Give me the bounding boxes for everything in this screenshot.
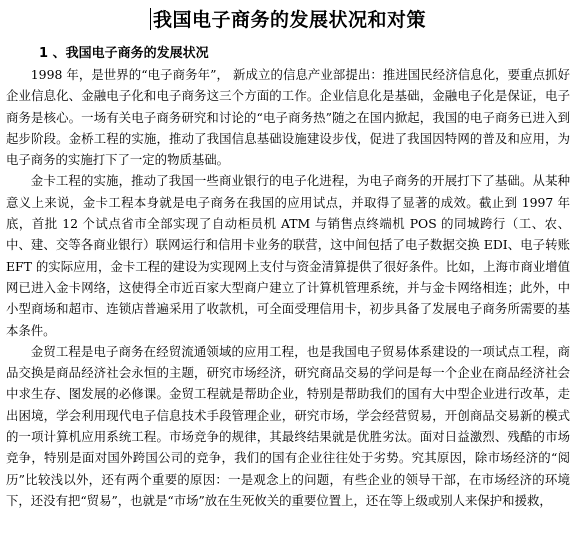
section-heading: 1 、我国电子商务的发展状况 [39, 46, 209, 61]
document-title [0, 6, 576, 34]
document-title-text: 我国电子商务的发展状况和对策 [152, 9, 426, 31]
paragraph-3: 金贸工程是电子商务在经贸流通领域的应用工程，也是我国电子贸易体系建设的一项试点工程，商品交换是商品经济社会永恒的主题，研究市场经济，研究商品交易的学问是每一个企业在商品经济社会中求生存、图发展的必修课。金贸工程就是帮助企业，特别是帮助我们的国有大中型企业进行改革，走出困境，学会利用现代电子信息技术手段管理企业，研究市场，学会经营贸易，开创商品交易新的模式的一项计算机应用系统工程。市场竞争的规律，其最终结果就是优胜劣汰。面对日益激烈、残酷的市场竞争，特别是面对国外跨国公司的竞争，我们的国有企业往往处于劣势。究其原因，除市场经济的“阅历”比较浅以外，还有两个重要的原因：一是观念上的问题，有些企业的领导干部，在市场经济的环境下，还没有把“贸易”，也就是“市场”放在生死攸关的重要位置上，还在等上级或别人来保护和援救， [6, 343, 570, 508]
document-body [6, 64, 570, 511]
paragraph-2: 金卡工程的实施，推动了我国一些商业银行的电子化进程，为电子商务的开展打下了基础。从某种意义上来说，金卡工程本身就是电子商务在我国的应用试点，并取得了显著的成效。截止到 1997 年底，首批 12 个试点省市全部实现了自动柜员机 ATM 与销售点终端机 POS 的同城跨行（工、农、中、建、交等各商业银行）联网运行和信用卡业务的联营，这中间包括了电子数据交换 EDI、电子转账 EFT 的实际应用，金卡工程的建设为实现网上支付与资金清算提供了很好条件。比如，上海市商业增值网已进入金卡网络，这使得全市近百家大型商户建立了计算机管理系统，并与金卡网络相连；此外，中小型商场和超市、连锁店普遍采用了收款机，可全面受理信用卡，初步具备了发展电子商务所需要的基本条件。 [6, 173, 570, 338]
text-cursor [150, 8, 151, 30]
paragraph-1: 1998 年，是世界的“电子商务年”， 新成立的信息产业部提出：推进国民经济信息化，要重点抓好企业信息化、金融电子化和电子商务这三个方面的工作。企业信息化是基础，金融电子化是保证，电子商务是核心。一场有关电子商务研究和讨论的“电子商务热”随之在国内掀起，我国的电子商务已进入到起步阶段。金桥工程的实施，推动了我国信息基础设施建设步伐，促进了我国因特网的普及和应用，为电子商务的实施打下了一定的物质基础。 [6, 67, 570, 168]
